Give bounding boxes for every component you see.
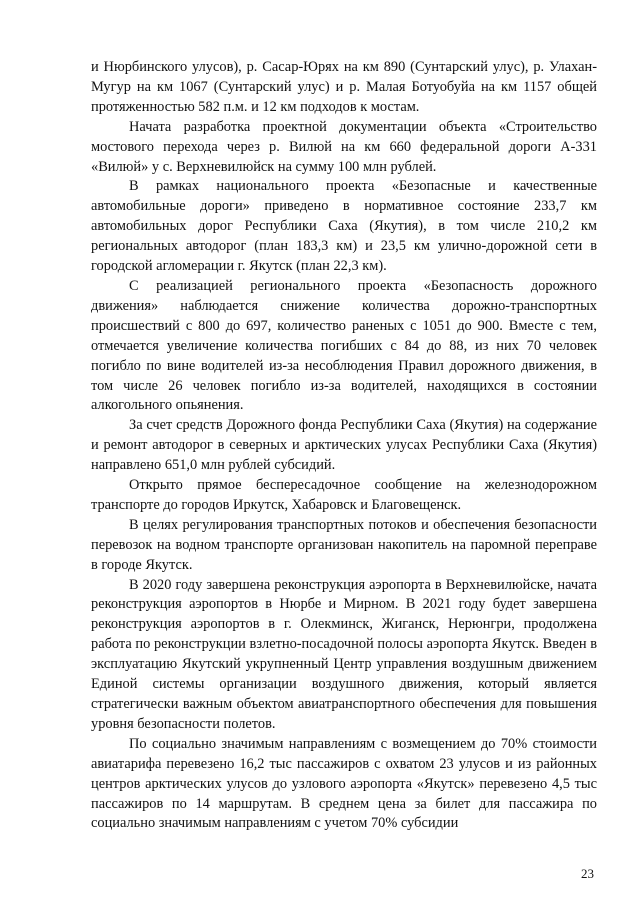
paragraph-bridges-continuation: и Нюрбинского улусов), р. Сасар-Юрях на км 890 (Сунтарский улус), р. Улахан-Мугур на км 1067 (Сунтарский улус) и р. Малая Ботуобуйа на км 1157 общей протяженностью 582 п.м. и 12 км подходов к мостам.	[91, 59, 597, 115]
paragraph-road-safety: С реализацией регионального проекта «Безопасность дорожного движения» наблюдается снижение количества дорожно-транспортных происшествий с 800 до 697, количество раненых с 1051 до 900. Вместе с тем, отмечается увеличение количества погибших с 84 до 88, из них 70 человек погибло по вине водителей из-за несоблюдения Правил дорожного движения, в том числе 26 человек погибло из-за водителей, находящихся в состоянии алкогольного опьянения.	[91, 277, 597, 414]
paragraph-air-fares: По социально значимым направлениям с возмещением до 70% стоимости авиатарифа перевезено 16,2 тыс пассажиров с охватом 23 улусов и из районных центров арктических улусов до узлового аэропорта «Якутск» перевезено 4,5 тыс пассажиров по 14 маршрутам. В среднем цена за билет для пассажира по социально значимым направлениям с учетом 70% субсидии	[91, 735, 597, 832]
paragraph-water-transport: В целях регулирования транспортных потоков и обеспечения безопасности перевозок на водном транспорте организован накопитель на паромной переправе в городе Якутск.	[91, 516, 597, 573]
paragraph-road-fund: За счет средств Дорожного фонда Республики Саха (Якутия) на содержание и ремонт автодорог в северных и арктических улусах Республики Саха (Якутия) направлено 651,0 млн рублей субсидий.	[91, 417, 597, 474]
paragraph-national-project-roads: В рамках национального проекта «Безопасные и качественные автомобильные дороги» приведено в нормативное состояние 233,7 км автомобильных дорог Республики Саха (Якутия), в том числе 210,2 км региональных автодорог (план 183,3 км) и 23,5 км улично-дорожной сети в городской агломерации г. Якутск (план 22,3 км).	[91, 178, 597, 275]
page-body	[91, 58, 597, 834]
paragraph-airports: В 2020 году завершена реконструкция аэропорта в Верхневилюйске, начата реконструкция аэропортов в Нюрбе и Мирном. В 2021 году будет завершена реконструкция аэропортов в г. Олекминск, Жиганск, Нерюнгри, продолжена работа по реконструкции взлетно-посадочной полосы аэропорта Якутск. Введен в эксплуатацию Якутский укрупненный Центр управления воздушным движением Единой системы организации воздушного движения, который является стратегически важным объектом авиатранспортного обеспечения для повышения уровня безопасности полетов.	[91, 576, 597, 732]
page-number: 23	[581, 866, 594, 881]
paragraph-vilyuy-bridge: Начата разработка проектной документации объекта «Строительство мостового перехода через р. Вилюй на км 660 федеральной дороги А-331 «Вилюй» у с. Верхневилюйск на сумму 100 млн рублей.	[91, 118, 597, 175]
paragraph-railway: Открыто прямое беспересадочное сообщение на железнодорожном транспорте до городов Иркутск, Хабаровск и Благовещенск.	[91, 477, 597, 513]
